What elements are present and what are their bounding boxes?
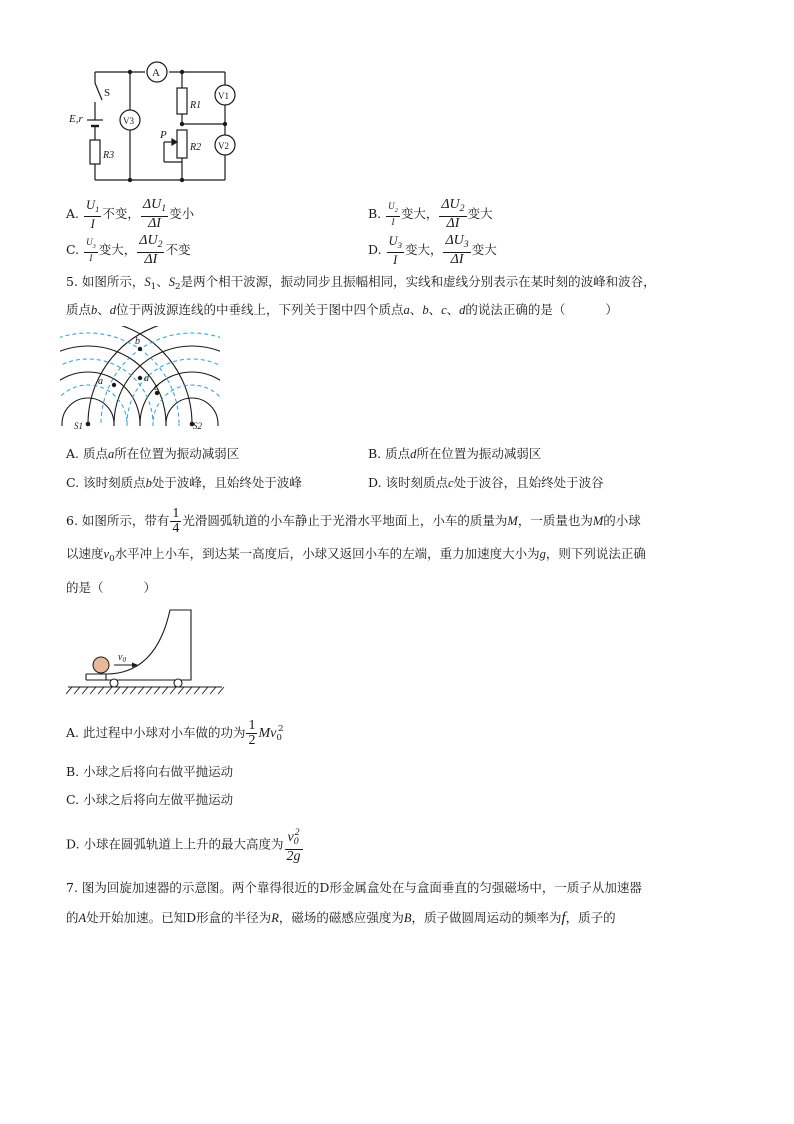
point-a-label: a (98, 376, 103, 387)
switch-label: S (104, 87, 111, 99)
velocity-label: $v_0$ (118, 652, 126, 664)
r1-label: R1 (190, 100, 202, 111)
point-d-label: d (144, 373, 149, 384)
ball (93, 657, 109, 673)
source-s2-label: S2 (193, 421, 202, 431)
q5-stem-line2: 质点b、d位于两波源连线的中垂线上，下列关于图中四个质点a、b、c、d的说法正确的是（ ） (66, 302, 618, 317)
q6-stem-line3: 的是（ ） (66, 580, 157, 595)
slider-label: P (160, 129, 167, 141)
v1-label: V1 (218, 91, 229, 101)
q6-option-b[interactable]: B. 小球之后将向右做平抛运动 (66, 764, 234, 779)
v2-label: V2 (218, 141, 229, 151)
q6-option-a[interactable]: A. 此过程中小球对小车做的功为 $\frac{1}{2}$ $Mv_0^2$ (66, 718, 284, 748)
q6-option-c[interactable]: C. 小球之后将向左做平抛运动 (66, 792, 234, 807)
source-label: E,r (69, 113, 83, 125)
q5-option-c[interactable]: C. 该时刻质点b处于波峰，且始终处于波峰 (66, 475, 302, 490)
source-s1-label: S1 (74, 421, 83, 431)
q4-option-a[interactable]: A. $\frac{U_1}{I}$ 不变， $\frac{\Delta U_1}{\Delta I}$ 变小 (66, 197, 195, 231)
q6-stem-line1: 6. 如图所示，带有 $\frac{1}{4}$ 光滑圆弧轨道的小车静止于光滑水平地面上，小车的质量为M，一质量也为M的小球 (66, 506, 641, 536)
ammeter-label: A (152, 67, 160, 79)
circuit-diagram (60, 58, 250, 188)
v3-label: V3 (123, 116, 134, 126)
q5-option-a[interactable]: A. 质点a所在位置为振动减弱区 (66, 446, 240, 461)
q5-option-d[interactable]: D. 该时刻质点c处于波谷，且始终处于波谷 (368, 475, 604, 490)
r3-label: R3 (103, 150, 115, 161)
q5-stem-line1: 5. 如图所示，$S_1$、$S_2$是两个相干波源，振动同步且振幅相同，实线和虚线分别表示在某时刻的波峰和波谷， (66, 274, 656, 292)
q6-stem-line2: 以速度$v_0$水平冲上小车，到达某一高度后，小球又返回小车的左端，重力加速度大小为g，则下列说法正确 (66, 546, 646, 564)
q6-option-d[interactable]: D. 小球在圆弧轨道上上升的最大高度为 $\frac{v_0^2}{2g}$ (66, 827, 301, 864)
interference-figure (60, 326, 220, 432)
point-b-label: b (135, 336, 140, 347)
r2-label: R2 (190, 142, 202, 153)
q4-option-c[interactable]: C. $\frac{U_3}{I}$ 变大， $\frac{\Delta U_2}{\Delta I}$ 不变 (66, 233, 191, 267)
point-c-label: c (154, 382, 159, 393)
cart-figure (66, 602, 230, 698)
q7-stem-line2: 的A处开始加速。已知D形盒的半径为R，磁场的磁感应强度为B，质子做圆周运动的频率为f，质子的 (66, 910, 616, 926)
q4-option-b[interactable]: B. $\frac{U_2}{I}$ 变大， $\frac{\Delta U_2}{\Delta I}$ 变大 (368, 197, 493, 231)
q7-stem-line1: 7. 图为回旋加速器的示意图。两个靠得很近的D形金属盒处在与盒面垂直的匀强磁场中，一质子从加速器 (66, 880, 642, 895)
q4-option-d[interactable]: D. $\frac{U_3}{I}$ 变大， $\frac{\Delta U_3}{\Delta I}$ 变大 (368, 233, 497, 267)
q5-option-b[interactable]: B. 质点d所在位置为振动减弱区 (368, 446, 542, 461)
